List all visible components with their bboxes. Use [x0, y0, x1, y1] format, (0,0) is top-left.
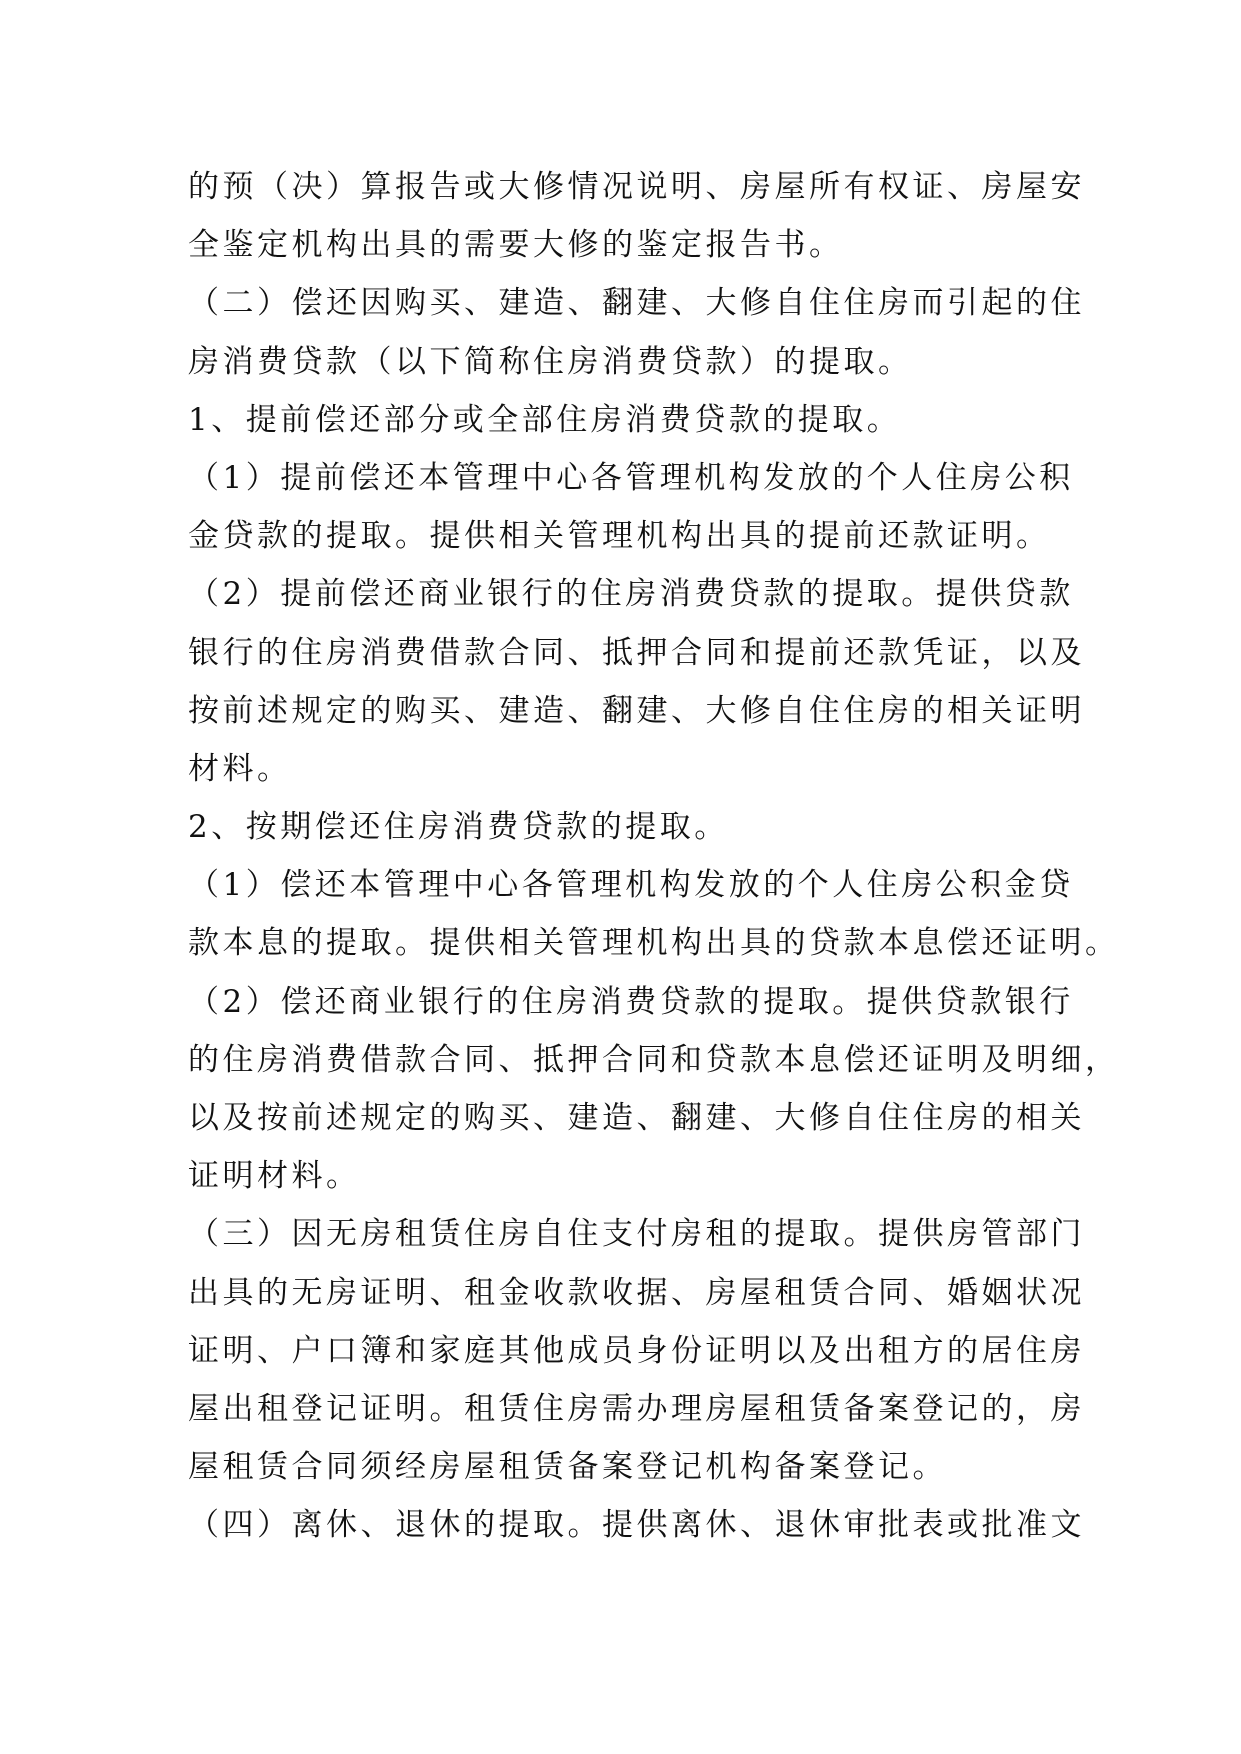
text-line: （2）提前偿还商业银行的住房消费贷款的提取。提供贷款 [188, 576, 1074, 613]
text-line: 银行的住房消费借款合同、抵押合同和提前还款凭证，以及 [188, 634, 1085, 671]
text-line: 款本息的提取。提供相关管理机构出具的贷款本息偿还证明。 [188, 925, 1120, 962]
text-line: （1）偿还本管理中心各管理机构发放的个人住房公积金贷 [188, 867, 1074, 904]
text-line: 金贷款的提取。提供相关管理机构出具的提前还款证明。 [188, 518, 1051, 555]
text-line: 证明材料。 [188, 1158, 361, 1195]
text-line: 的住房消费借款合同、抵押合同和贷款本息偿还证明及明细， [188, 1041, 1120, 1078]
text-line: 的预（决）算报告或大修情况说明、房屋所有权证、房屋安 [188, 169, 1085, 205]
text-line: （三）因无房租赁住房自住支付房租的提取。提供房管部门 [188, 1216, 1085, 1253]
text-line: 材料。 [188, 750, 292, 787]
text-line: （2）偿还商业银行的住房消费贷款的提取。提供贷款银行 [188, 983, 1074, 1020]
text-line: 房消费贷款（以下简称住房消费贷款）的提取。 [188, 343, 913, 380]
text-line: （四）离休、退休的提取。提供离休、退休审批表或批准文 [188, 1507, 1085, 1544]
text-line: 出具的无房证明、租金收款收据、房屋租赁合同、婚姻状况 [188, 1274, 1085, 1311]
text-line: 屋出租登记证明。租赁住房需办理房屋租赁备案登记的，房 [188, 1390, 1085, 1427]
text-line: 按前述规定的购买、建造、翻建、大修自住住房的相关证明 [188, 692, 1085, 729]
text-line: 以及按前述规定的购买、建造、翻建、大修自住住房的相关 [188, 1100, 1085, 1136]
document-body [188, 158, 1120, 1555]
text-line: 2、按期偿还住房消费贷款的提取。 [188, 809, 729, 846]
text-line: 1、提前偿还部分或全部住房消费贷款的提取。 [188, 401, 902, 438]
text-line: （1）提前偿还本管理中心各管理机构发放的个人住房公积 [188, 459, 1074, 496]
text-line: （二）偿还因购买、建造、翻建、大修自住住房而引起的住 [188, 285, 1085, 322]
text-line: 屋租赁合同须经房屋租赁备案登记机构备案登记。 [188, 1449, 947, 1486]
text-line: 证明、户口簿和家庭其他成员身份证明以及出租方的居住房 [188, 1332, 1085, 1369]
text-line: 全鉴定机构出具的需要大修的鉴定报告书。 [188, 227, 844, 264]
